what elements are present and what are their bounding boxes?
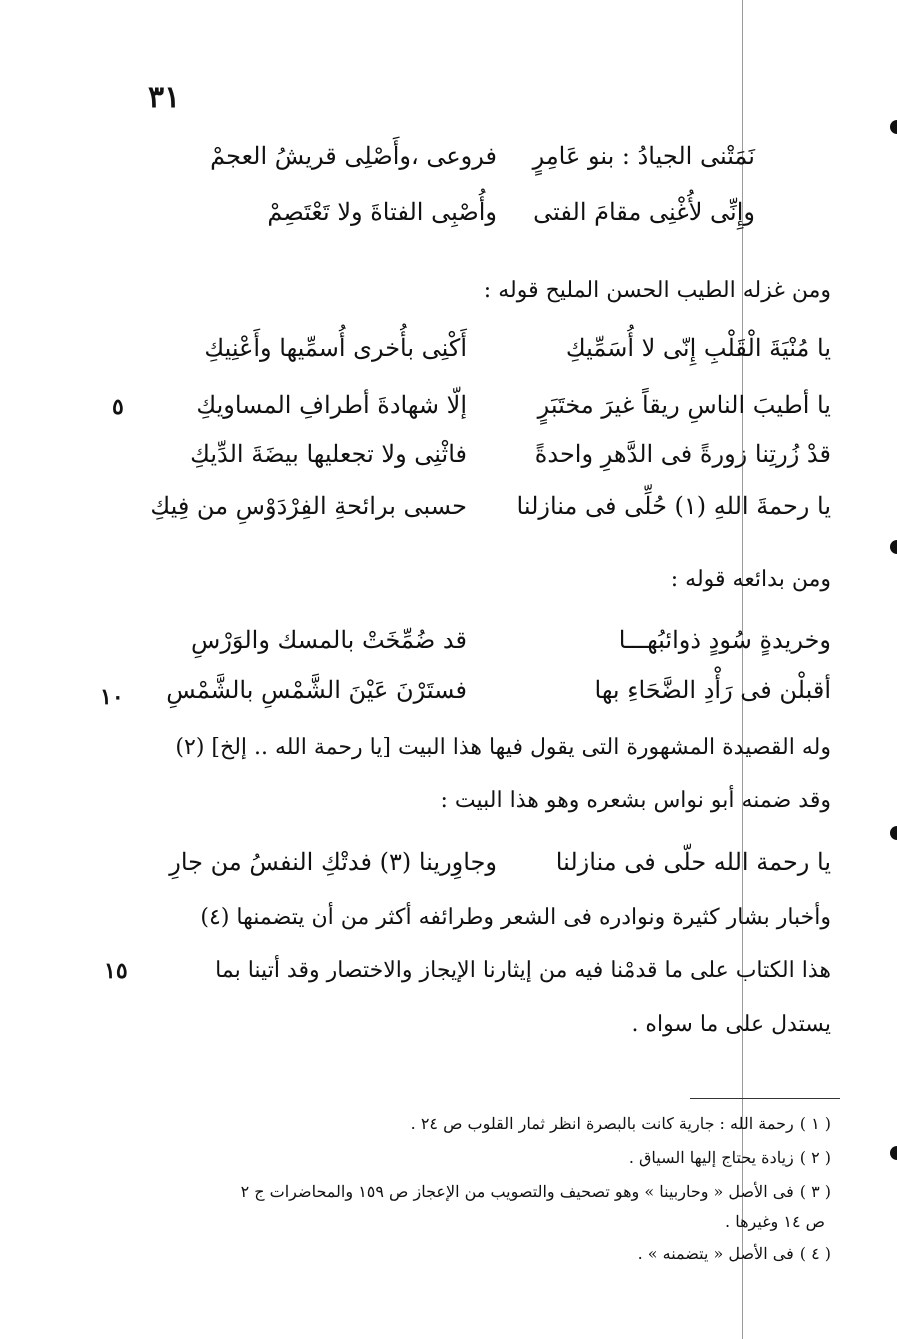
footnote-text: فى الأصل « وحاربينا » وهو تصحيف والتصويب من الإعجاز ص ١٥٩ والمحاضرات ج ٢	[240, 1182, 794, 1201]
verse-first-hemistich: يا رحمة الله حلّى فى منازلنا	[555, 848, 831, 876]
verse-second-hemistich: أَكْنِى بأُخرى أُسمِّيها وأَعْنِيكِ	[204, 334, 467, 362]
verse-second-hemistich: فستَرْنَ عَيْنَ الشَّمْسِ بالشَّمْسِ	[166, 676, 467, 704]
footnote-separator	[690, 1098, 840, 1099]
verse-first-hemistich: وإِنِّى لأُغْنِى مقامَ الفتى	[533, 198, 755, 226]
verse-second-hemistich: إلّا شهادةَ أطرافِ المساويكِ	[196, 391, 467, 419]
prose-line: هذا الكتاب على ما قدمْنا فيه من إيثارنا الإيجاز والاختصار وقد أتينا بما	[215, 958, 831, 983]
verse-first-hemistich: نَمَتْنى الجيادُ : بنو عَامِرٍ	[532, 142, 755, 170]
edge-mark	[890, 826, 897, 840]
verse-first-hemistich: يا أطيبَ الناسِ ريقاً غيرَ مختَبَرٍ	[537, 391, 831, 419]
verse-second-hemistich: وأُصْبِى الفتاةَ ولا تَعْتَصِمْ	[267, 198, 497, 226]
prose-line: يستدل على ما سواه .	[631, 1012, 831, 1037]
verse-second-hemistich: حسبى برائحةِ الفِرْدَوْسِ من فِيكِ	[150, 492, 467, 520]
verse-first-hemistich: أقبلْن فى رَأْدِ الضَّحَاءِ بها	[594, 676, 831, 704]
verse-second-hemistich: فروعى ،وأَصْلِى قريشُ العجمْ	[210, 142, 497, 170]
footnote-number: ( ٢ )	[799, 1148, 831, 1167]
footnote	[638, 1244, 831, 1263]
footnote-text: رحمة الله : جارية كانت بالبصرة انظر ثمار القلوب ص ٢٤ .	[410, 1114, 794, 1133]
edge-mark	[890, 120, 897, 134]
verse-second-hemistich: وجاوِرينا (٣) فدتْكِ النفسُ من جارِ	[169, 848, 497, 876]
line-number: ١٥	[104, 958, 128, 984]
section-intro: ومن بدائعه قوله :	[670, 567, 831, 592]
verse-second-hemistich: فاثْنِى ولا تجعليها بيضَةَ الدِّيكِ	[190, 440, 467, 468]
footnote	[629, 1148, 831, 1167]
edge-mark	[890, 540, 897, 554]
footnote-number: ( ١ )	[799, 1114, 831, 1133]
line-number: ١٠	[100, 684, 124, 710]
section-intro: ومن غزله الطيب الحسن المليح قوله :	[483, 278, 831, 303]
footnote	[241, 1182, 831, 1201]
verse-first-hemistich: يا رحمةَ اللهِ (١) حُلِّى فى منازلنا	[516, 492, 831, 520]
footnote-text: فى الأصل « يتضمنه » .	[637, 1244, 794, 1263]
prose-line: وله القصيدة المشهورة التى يقول فيها هذا البيت [يا رحمة الله .. إلخ] (٢)	[175, 735, 831, 760]
page-number: ٣١	[148, 80, 181, 115]
footnote-number: ( ٣ )	[799, 1182, 831, 1201]
footnote-text: زيادة يحتاج إليها السياق .	[628, 1148, 794, 1167]
edge-mark	[890, 1146, 897, 1160]
verse-second-hemistich: قد ضُمِّخَتْ بالمسك والوَرْسِ	[191, 626, 467, 654]
footnote	[725, 1212, 831, 1231]
footnote-number: ( ٤ )	[799, 1244, 831, 1263]
verse-first-hemistich: وخريدةٍ سُودٍ ذوائبُهـــا	[618, 626, 831, 654]
prose-line: وقد ضمنه أبو نواس بشعره وهو هذا البيت :	[440, 788, 831, 813]
verse-first-hemistich: يا مُنْيَةَ الْقَلْبِ إِنّى لا أُسَمِّيكِ	[565, 334, 831, 362]
footnote	[411, 1114, 831, 1133]
footnote-text: ص ١٤ وغيرها .	[725, 1212, 825, 1231]
verse-first-hemistich: قدْ زُرتِنا زورةً فى الدَّهرِ واحدةً	[534, 440, 831, 468]
line-number: ٥	[112, 394, 124, 420]
prose-line: وأخبار بشار كثيرة ونوادره فى الشعر وطرائفه أكثر من أن يتضمنها (٤)	[200, 905, 831, 930]
